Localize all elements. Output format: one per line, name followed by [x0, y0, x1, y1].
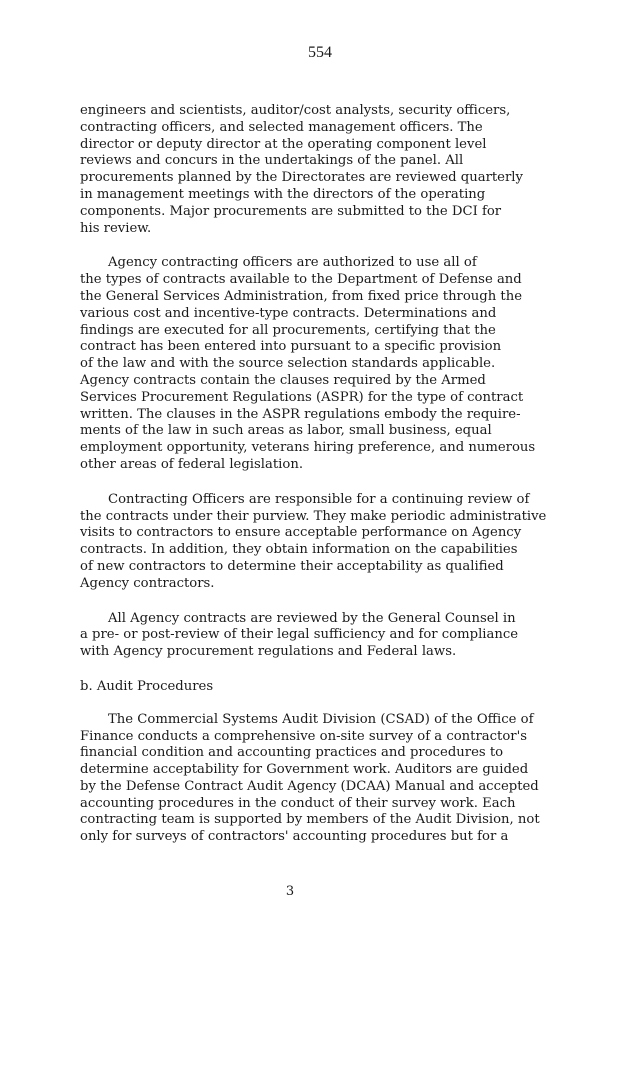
text-line: Agency contractors.: [80, 575, 215, 591]
page-header-number: 554: [308, 44, 332, 61]
document-body: [80, 103, 575, 864]
text-line: Contracting Officers are responsible for a continuing review of: [108, 491, 530, 507]
text-line: contract has been entered into pursuant to a specific provision: [80, 339, 502, 355]
text-line: All Agency contracts are reviewed by the General Counsel in: [108, 610, 516, 626]
text-line: engineers and scientists, auditor/cost analysts, security officers,: [80, 103, 511, 118]
text-line: of new contractors to determine their acceptability as qualified: [80, 558, 504, 574]
text-line: contracts. In addition, they obtain information on the capabilities: [80, 542, 518, 558]
text-line: contracting officers, and selected management officers. The: [80, 119, 483, 135]
text-line: contracting team is supported by members of the Audit Division, not: [80, 812, 540, 828]
paragraph-contract-types: [80, 255, 575, 473]
text-line: findings are executed for all procurements, certifying that the: [80, 322, 496, 338]
text-line: other areas of federal legislation.: [80, 456, 304, 472]
text-line: director or deputy director at the operating component level: [80, 136, 487, 152]
text-line: reviews and concurs in the undertakings of the panel. All: [80, 153, 464, 169]
text-line: only for surveys of contractors' accounting procedures but for a: [80, 829, 509, 845]
text-line: the contracts under their purview. They make periodic administrative: [80, 508, 547, 524]
paragraph-contracting-officers: [80, 492, 575, 593]
text-line: with Agency procurement regulations and Federal laws.: [80, 644, 457, 660]
text-line: Finance conducts a comprehensive on-site survey of a contractor's: [80, 728, 527, 744]
text-line: ments of the law in such areas as labor, small business, equal: [80, 423, 492, 439]
text-line: written. The clauses in the ASPR regulations embody the require-: [80, 406, 521, 422]
text-line: financial condition and accounting practices and procedures to: [80, 745, 504, 761]
paragraph-general-counsel: [80, 611, 575, 661]
text-line: the General Services Administration, from fixed price through the: [80, 288, 523, 304]
text-line: determine acceptability for Government work. Auditors are guided: [80, 762, 529, 778]
page-footer-number: 3: [285, 884, 295, 899]
text-line: of the law and with the source selection standards applicable.: [80, 356, 496, 372]
text-line: a pre- or post-review of their legal sufficiency and for compliance: [80, 627, 519, 643]
text-line: the types of contracts available to the Department of Defense and: [80, 272, 522, 288]
text-line: employment opportunity, veterans hiring preference, and numerous: [80, 440, 536, 456]
paragraph-panel-review: [80, 103, 575, 237]
text-line: Agency contracts contain the clauses required by the Armed: [80, 372, 486, 388]
text-line: various cost and incentive-type contracts. Determinations and: [80, 305, 497, 321]
text-line: The Commercial Systems Audit Division (CSAD) of the Office of: [108, 711, 534, 727]
paragraph-audit-division: [80, 712, 575, 846]
text-line: procurements planned by the Directorates are reviewed quarterly: [80, 170, 523, 186]
text-line: Agency contracting officers are authorized to use all of: [108, 255, 477, 271]
text-line: by the Defense Contract Audit Agency (DCAA) Manual and accepted: [80, 778, 539, 794]
text-line: Services Procurement Regulations (ASPR) for the type of contract: [80, 389, 524, 405]
text-line: visits to contractors to ensure acceptable performance on Agency: [80, 525, 522, 541]
text-line: in management meetings with the directors of the operating: [80, 186, 486, 202]
text-line: components. Major procurements are submitted to the DCI for: [80, 203, 502, 219]
text-line: his review.: [80, 220, 152, 236]
section-heading: b. Audit Procedures: [80, 678, 214, 694]
text-line: accounting procedures in the conduct of their survey work. Each: [80, 795, 516, 811]
